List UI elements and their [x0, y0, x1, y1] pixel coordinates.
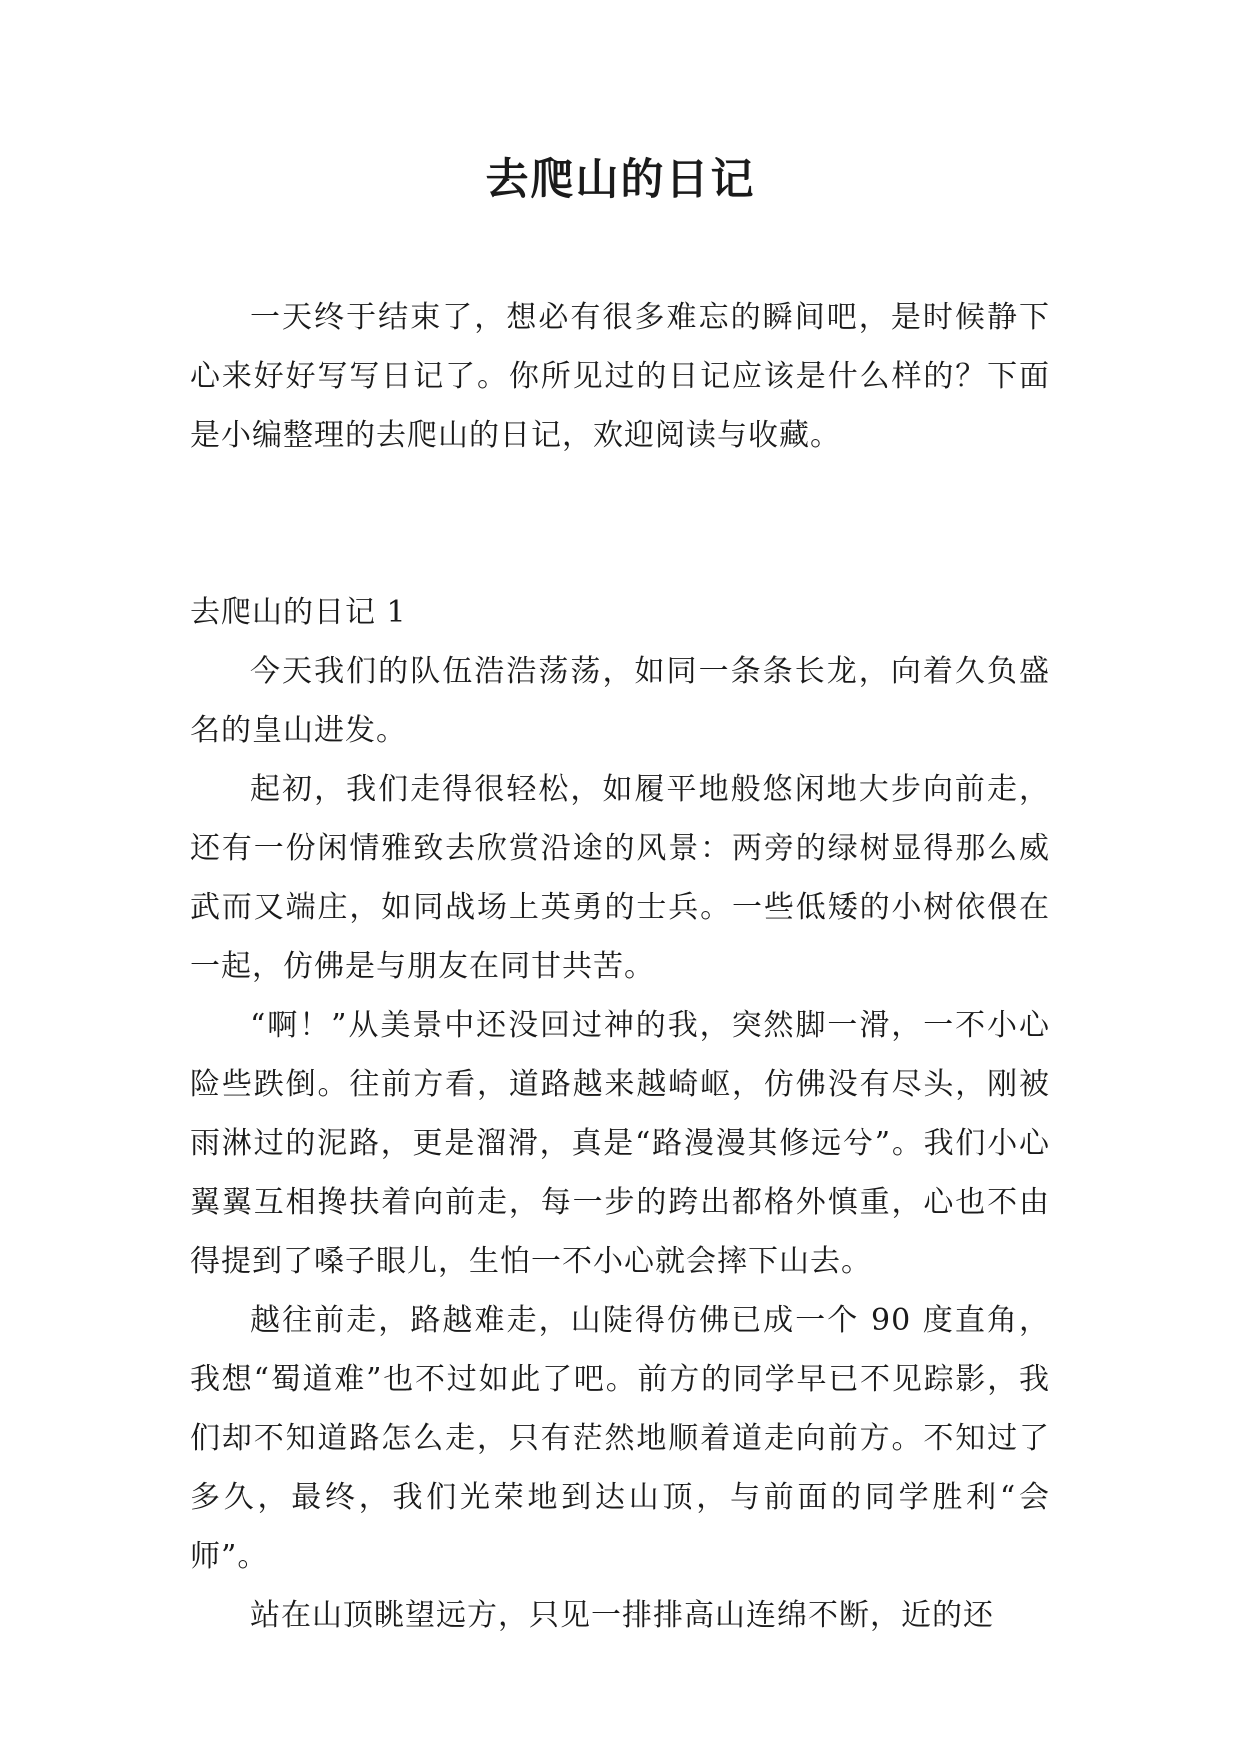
- document-body: [190, 288, 1050, 1645]
- body-paragraph: 今天我们的队伍浩浩荡荡，如同一条条长龙，向着久负盛名的皇山进发。: [190, 654, 1050, 748]
- intro-paragraph: 一天终于结束了，想必有很多难忘的瞬间吧，是时候静下心来好好写写日记了。你所见过的日记应该是什么样的？下面是小编整理的去爬山的日记，欢迎阅读与收藏。: [190, 300, 1050, 453]
- document-title: 去爬山的日记: [485, 155, 756, 205]
- body-paragraph: “啊！”从美景中还没回过神的我，突然脚一滑，一不小心险些跌倒。往前方看，道路越来越崎岖，仿佛没有尽头，刚被雨淋过的泥路，更是溜滑，真是“路漫漫其修远兮”。我们小心翼翼互相搀扶着向前走，每一步的跨出都格外慎重，心也不由得提到了嗓子眼儿，生怕一不小心就会摔下山去。: [190, 1008, 1050, 1279]
- section-heading: 去爬山的日记 1: [190, 595, 407, 630]
- body-paragraph: 站在山顶眺望远方，只见一排排高山连绵不断，近的还: [250, 1598, 994, 1633]
- body-paragraph: 起初，我们走得很轻松，如履平地般悠闲地大步向前走，还有一份闲情雅致去欣赏沿途的风景：两旁的绿树显得那么威武而又端庄，如同战场上英勇的士兵。一些低矮的小树依偎在一起，仿佛是与朋友在同甘共苦。: [190, 772, 1050, 984]
- body-paragraph: 越往前走，路越难走，山陡得仿佛已成一个 90 度直角，我想“蜀道难”也不过如此了吧。前方的同学早已不见踪影，我们却不知道路怎么走，只有茫然地顺着道走向前方。不知过了多久，最终，我们光荣地到达山顶，与前面的同学胜利“会师”。: [190, 1303, 1050, 1574]
